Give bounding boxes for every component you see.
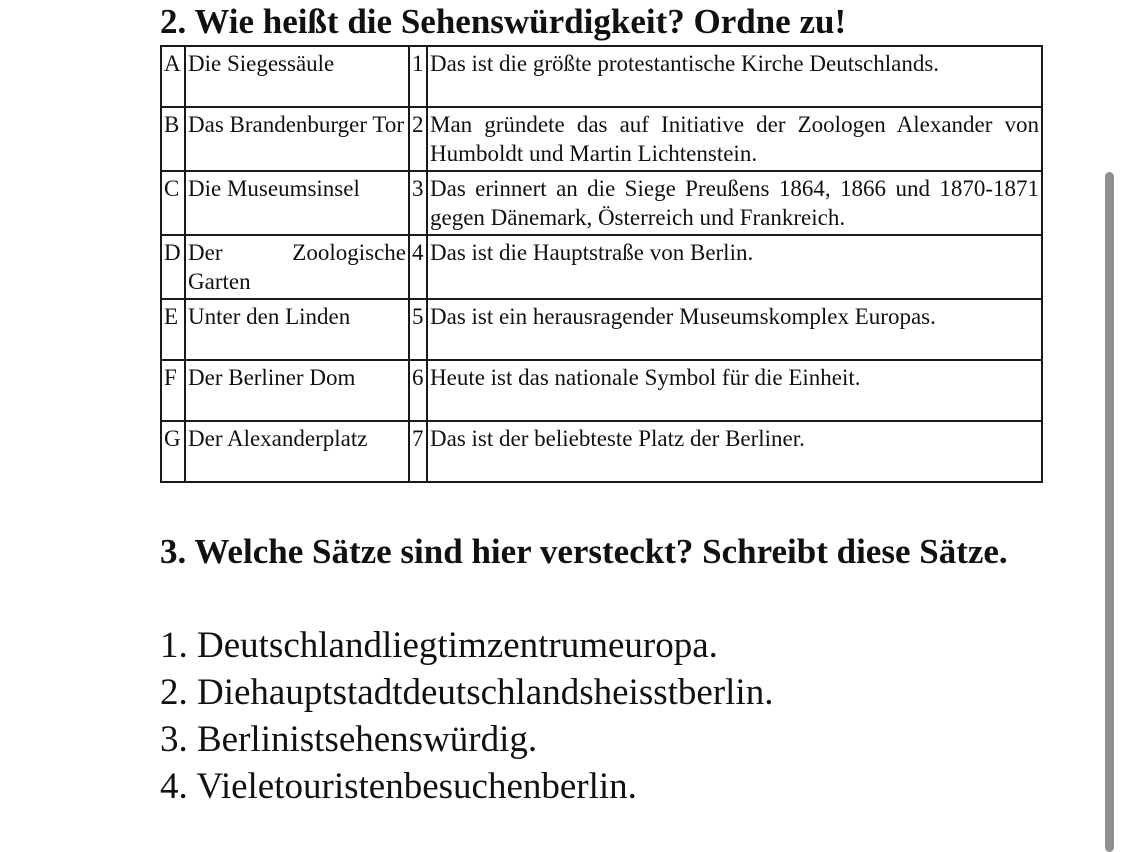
row-letter: A <box>161 46 185 107</box>
table-row <box>161 421 1042 482</box>
row-letter: C <box>161 171 185 235</box>
list-item: 2. Diehauptstadtdeutschlandsheisstberlin. <box>160 672 774 713</box>
sight-name: Die Museumsinsel <box>185 171 409 235</box>
sight-description: Das ist die Hauptstraße von Berlin. <box>427 235 1042 299</box>
table-row <box>161 299 1042 360</box>
exercise-2-heading: 2. Wie heißt die Sehenswürdigkeit? Ordne zu! <box>160 2 847 41</box>
sight-description: Man gründete das auf Initiative der Zoologen Alexander von Humboldt und Martin Lichtenstein. <box>427 107 1042 171</box>
row-number: 7 <box>409 421 427 482</box>
row-number: 1 <box>409 46 427 107</box>
row-letter: B <box>161 107 185 171</box>
sight-name: Der Berliner Dom <box>185 360 409 421</box>
row-number: 2 <box>409 107 427 171</box>
sight-name: Der Alexanderplatz <box>185 421 409 482</box>
table-row <box>161 360 1042 421</box>
table-row <box>161 107 1042 171</box>
scrollbar-thumb[interactable] <box>1105 172 1114 852</box>
sight-description: Heute ist das nationale Symbol für die Einheit. <box>427 360 1042 421</box>
row-letter: E <box>161 299 185 360</box>
sight-description: Das ist die größte protestantische Kirche Deutschlands. <box>427 46 1042 107</box>
hidden-sentences-list <box>160 622 773 810</box>
sight-description: Das ist ein herausragender Museumskomplex Europas. <box>427 299 1042 360</box>
row-letter: D <box>161 235 185 299</box>
row-number: 4 <box>409 235 427 299</box>
list-item: 4. Vieletouristenbesuchenberlin. <box>160 766 637 807</box>
list-item: 3. Berlinistsehenswürdig. <box>160 719 538 760</box>
sight-name: Die Siegessäule <box>185 46 409 107</box>
table-row <box>161 171 1042 235</box>
row-letter: G <box>161 421 185 482</box>
table-row <box>161 235 1042 299</box>
row-letter: F <box>161 360 185 421</box>
sight-description: Das erinnert an die Siege Preußens 1864, 1866 und 1870-1871 gegen Dänemark, Österreich und Frankreich. <box>427 171 1042 235</box>
table-row <box>161 46 1042 107</box>
matching-table <box>160 45 1043 483</box>
row-number: 5 <box>409 299 427 360</box>
sight-description: Das ist der beliebteste Platz der Berliner. <box>427 421 1042 482</box>
list-item: 1. Deutschlandliegtimzentrumeuropa. <box>160 625 718 666</box>
row-number: 6 <box>409 360 427 421</box>
sight-name: Der Zoologische Garten <box>185 235 409 299</box>
exercise-3-heading: 3. Welche Sätze sind hier versteckt? Schreibt diese Sätze. <box>160 532 1008 571</box>
sight-name: Unter den Linden <box>185 299 409 360</box>
sight-name: Das Brandenburger Tor <box>185 107 409 171</box>
row-number: 3 <box>409 171 427 235</box>
